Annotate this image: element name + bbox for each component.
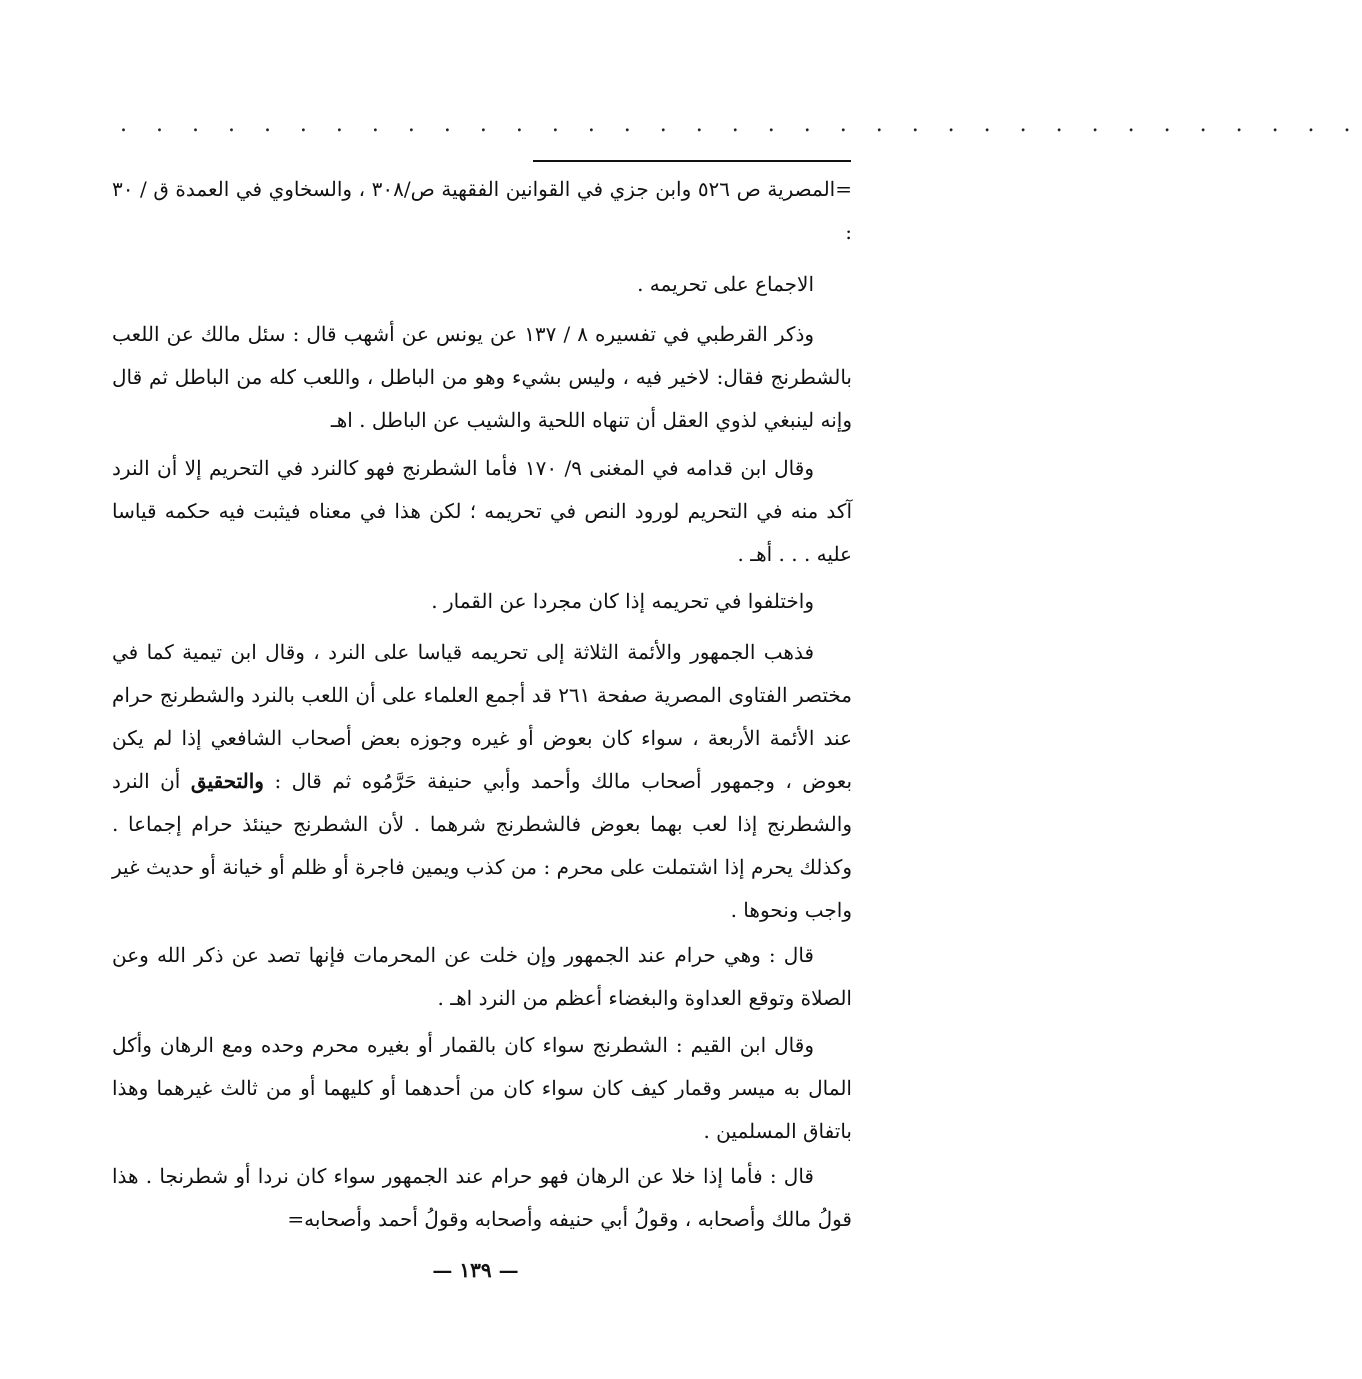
page-number: — ١٣٩ — xyxy=(432,1258,519,1282)
paragraph-qurtubi xyxy=(112,313,852,442)
paragraph-text: وقال ابن قدامه في المغنى ٩/ ١٧٠ فأما الشطرنج فهو كالنرد في التحريم إلا أن النرد آكد منه في التحريم لورود النص في تحريمه ؛ لكن هذا في معناه فيثبت فيه حكمه قياسا عليه . . . أهـ . xyxy=(112,456,852,566)
paragraph-text: الاجماع على تحريمه . xyxy=(637,272,814,296)
paragraph-ikhtilaf xyxy=(112,580,852,623)
footnote-rule xyxy=(533,160,851,162)
paragraph-rihan xyxy=(112,1155,852,1241)
paragraph-jumhur xyxy=(112,934,852,1020)
paragraph-text-part: فذهب الجمهور والأئمة الثلاثة إلى تحريمه قياسا على النرد ، وقال ابن تيمية كما في مختصر الفتاوى المصرية صفحة ٢٦١ قد أجمع العلماء على أن اللعب بالنرد والشطرنج حرام عند الأئمة الأربعة ، سواء كان بعوض أو غيره وجوزه بعض أصحاب الشافعي إذا لم يكن بعوض ، وجمهور أصحاب مالك وأحمد وأبي حنيفة حَرَّمُوه ثم قال : xyxy=(112,640,853,793)
paragraph-ijma xyxy=(112,263,852,306)
paragraph-text-part: أن النرد والشطرنج إذا لعب بهما بعوض فالشطرنج شرهما . لأن الشطرنج حينئذ حرام إجماعا . وكذلك يحرم إذا اشتملت على محرم : من كذب ويمين فاجرة أو ظلم أو خيانة أو حديث غير واجب ونحوها . xyxy=(112,769,852,922)
paragraph-text: واختلفوا في تحريمه إذا كان مجردا عن القمار . xyxy=(431,589,814,613)
paragraph-ibn-qayyim xyxy=(112,1024,852,1153)
paragraph-text xyxy=(112,631,852,932)
separator-dots: . . . . . . . . . . . . . . . . . . . . . . . . . . . . . . . . . . . xyxy=(120,112,1362,137)
paragraph-text: قال : وهي حرام عند الجمهور وإن خلت عن المحرمات فإنها تصد عن ذكر الله وعن الصلاة وتوقع العداوة والبغضاء أعظم من النرد اهـ . xyxy=(112,943,852,1010)
paragraph-text: وقال ابن القيم : الشطرنج سواء كان بالقمار أو بغيره محرم وحده ومع الرهان وأكل المال به ميسر وقمار كيف كان سواء كان من أحدهما أو كليهما أو من ثالث غيرهما وهذا باتفاق المسلمين . xyxy=(112,1033,852,1143)
bold-keyword: والتحقيق xyxy=(190,769,264,793)
paragraph-ibn-qudama xyxy=(112,447,852,576)
paragraph-text: وذكر القرطبي في تفسيره ٨ / ١٣٧ عن يونس عن أشهب قال : سئل مالك عن اللعب بالشطرنج فقال: لاخير فيه ، وليس بشيء وهو من الباطل ، واللعب كله من الباطل ثم قال وإنه لينبغي لذوي العقل أن تنهاه اللحية والشيب عن الباطل . اهـ xyxy=(112,322,852,432)
paragraph-ibn-taymiyya xyxy=(112,631,852,932)
footnote-continuation xyxy=(112,168,852,254)
paragraph-text: قال : فأما إذا خلا عن الرهان فهو حرام عند الجمهور سواء كان نردا أو شطرنجا . هذا قولُ مالك وأصحابه ، وقولُ أبي حنيفه وأصحابه وقولُ أحمد وأصحابه= xyxy=(112,1164,852,1231)
footnote-text: =المصرية ص ٥٢٦ وابن جزي في القوانين الفقهية ص/٣٠٨ ، والسخاوي في العمدة ق / ٣٠ : xyxy=(112,177,852,244)
